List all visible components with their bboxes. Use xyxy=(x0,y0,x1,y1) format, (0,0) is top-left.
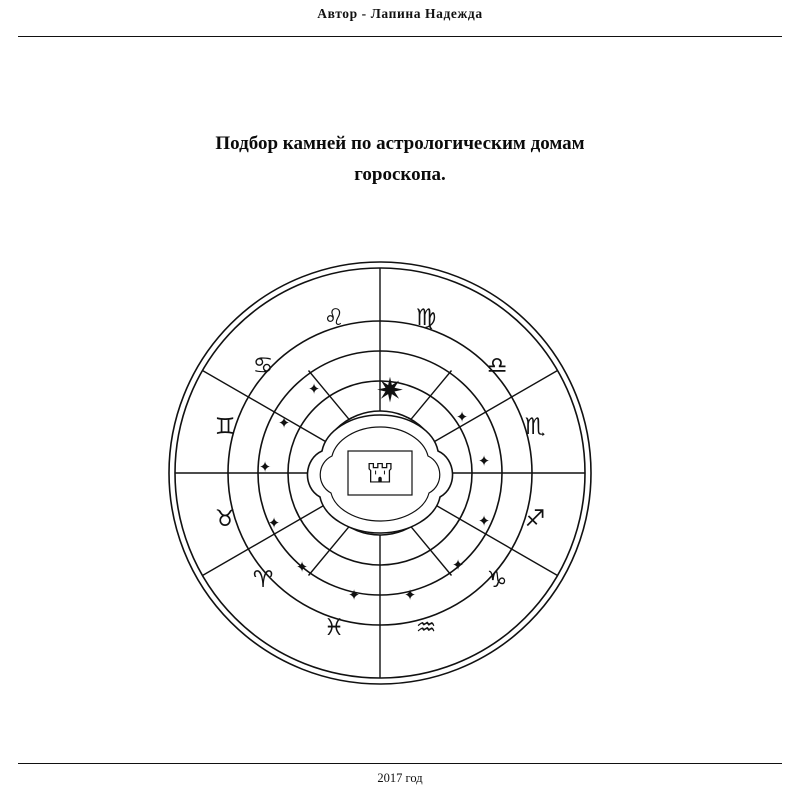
sign-taurus: ♉ xyxy=(214,506,236,532)
header-author: Автор - Лапина Надежда xyxy=(317,6,483,21)
center-city-glyph: ⛫ xyxy=(366,455,394,491)
star-8: ✦ xyxy=(477,512,491,530)
star-1: ✦ xyxy=(277,414,291,432)
divider-5 xyxy=(411,527,452,576)
sign-cancer: ♋ xyxy=(252,353,274,379)
footer-divider xyxy=(18,763,782,764)
sign-virgo: ♍ xyxy=(415,305,437,331)
star-0: ✦ xyxy=(307,380,321,398)
center-vignette xyxy=(307,415,452,533)
zodiac-wheel-svg xyxy=(162,255,598,691)
sign-pisces: ♓ xyxy=(323,615,345,641)
page-title xyxy=(100,128,700,190)
sign-aries: ♈ xyxy=(252,567,274,593)
zodiac-wheel-illustration xyxy=(162,255,598,691)
star-10: ✦ xyxy=(455,408,469,426)
sign-sagittarius: ♐ xyxy=(524,506,546,532)
footer-year: 2017 год xyxy=(377,771,423,785)
page-title-line-2: гороскопа. xyxy=(354,164,446,185)
sign-capricorn: ♑ xyxy=(486,567,508,593)
sign-aquarius: ♒ xyxy=(415,615,437,641)
star-6: ✦ xyxy=(403,586,417,604)
divider-7 xyxy=(309,527,350,576)
sign-scorpio: ♏ xyxy=(524,414,546,440)
star-4: ✦ xyxy=(295,558,309,576)
star-7: ✦ xyxy=(451,556,465,574)
header-divider xyxy=(18,36,782,37)
star-9: ✦ xyxy=(477,452,491,470)
star-3: ✦ xyxy=(267,514,281,532)
page-title-line-1: Подбор камней по астрологическим домам xyxy=(215,133,585,154)
sign-leo: ♌ xyxy=(323,305,345,331)
sign-gemini: ♊ xyxy=(214,414,236,440)
star-2: ✦ xyxy=(258,458,272,476)
sun-glyph: ✷ xyxy=(375,371,405,411)
divider-1 xyxy=(411,371,452,420)
sign-libra: ♎ xyxy=(486,353,508,379)
star-5: ✦ xyxy=(347,586,361,604)
